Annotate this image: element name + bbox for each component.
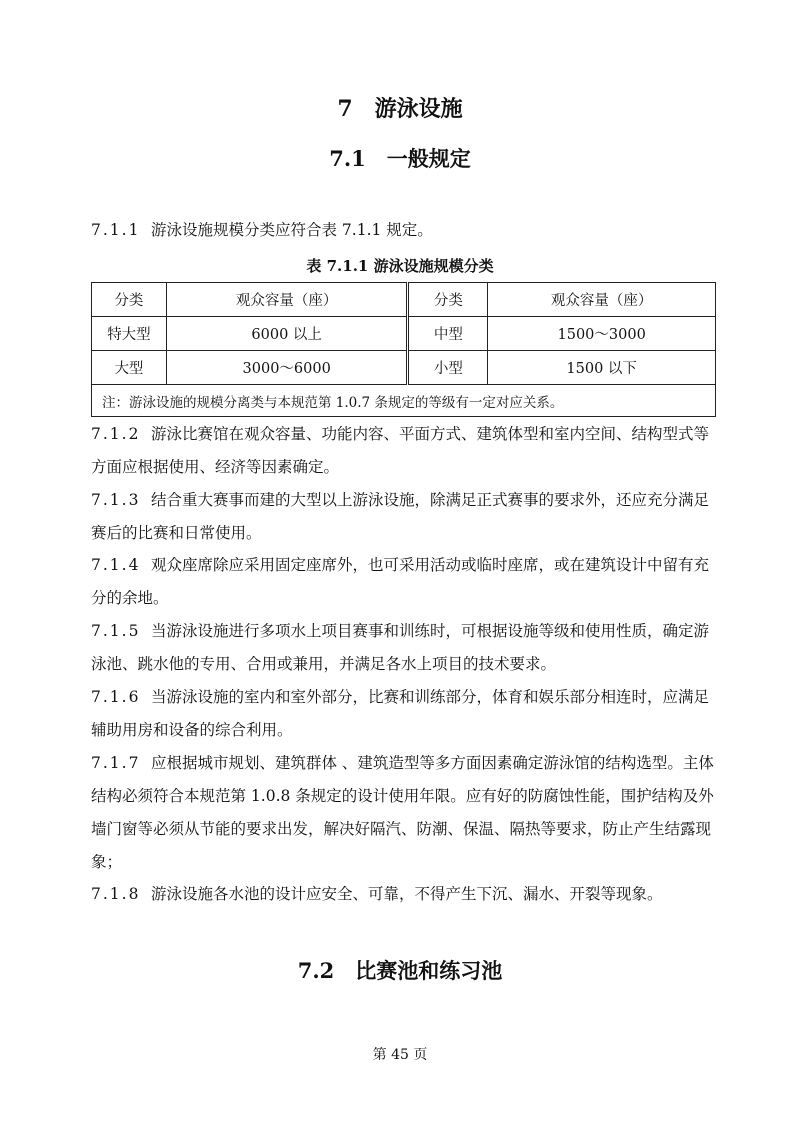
clause-text: 游泳设施规模分类应符合表 7.1.1 规定。 [151, 221, 433, 239]
clause-text: 当游泳设施的室内和室外部分，比赛和训练部分，体育和娱乐部分相连时，应满足辅助用房和设备的综合利用。 [91, 688, 710, 739]
table-cell: 3000～6000 [166, 351, 408, 385]
clause-number: 7.1.8 [91, 885, 141, 903]
table-cell: 6000 以上 [166, 317, 408, 351]
clause-7-1-6 [91, 681, 721, 747]
clause-number: 7.1.4 [91, 556, 141, 574]
clause-number: 7.1.1 [91, 221, 141, 239]
table-cell: 特大型 [92, 317, 167, 351]
table-caption: 表 7.1.1 游泳设施规模分类 [306, 257, 494, 275]
clause-7-1-1 [91, 214, 721, 247]
clause-number: 7.1.2 [91, 425, 141, 443]
clause-text: 游泳比赛馆在观众容量、功能内容、平面方式、建筑体型和室内空间、结构型式等方面应根据使用、经济等因素确定。 [91, 425, 710, 476]
clause-7-1-7 [91, 747, 721, 879]
header-cell: 观众容量（座） [166, 283, 408, 317]
table-row [92, 351, 716, 385]
clause-text: 当游泳设施进行多项水上项目赛事和训练时，可根据设施等级和使用性质，确定游泳池、跳水他的专用、合用或兼用，并满足各水上项目的技术要求。 [91, 622, 710, 673]
clause-7-1-3 [91, 484, 721, 550]
table-row [92, 317, 716, 351]
table-note-row [92, 385, 716, 417]
header-cell: 分类 [408, 283, 488, 317]
table-cell: 1500～3000 [488, 317, 716, 351]
section-title-7-2: 7.2 比赛池和练习池 [297, 958, 503, 983]
clause-7-1-2 [91, 418, 721, 484]
section-title-7-1: 7.1 一般规定 [329, 146, 471, 171]
table-cell: 小型 [408, 351, 488, 385]
table-cell: 1500 以下 [488, 351, 716, 385]
clause-7-1-5 [91, 615, 721, 681]
scale-classification-table [91, 282, 716, 417]
clause-7-1-4 [91, 549, 721, 615]
chapter-title: 7 游泳设施 [337, 96, 463, 122]
clause-number: 7.1.7 [91, 754, 141, 772]
clause-text: 观众座席除应采用固定座席外，也可采用活动或临时座席，或在建筑设计中留有充分的余地。 [91, 556, 710, 607]
table-header-row [92, 283, 716, 317]
table-cell: 中型 [408, 317, 488, 351]
page-number: 第 45 页 [372, 1047, 428, 1063]
clause-number: 7.1.3 [91, 491, 141, 509]
table-note: 注：游泳设施的规模分离类与本规范第 1.0.7 条规定的等级有一定对应关系。 [92, 385, 716, 417]
header-cell: 分类 [92, 283, 167, 317]
clause-7-1-8 [91, 878, 721, 911]
clause-number: 7.1.6 [91, 688, 141, 706]
header-cell: 观众容量（座） [488, 283, 716, 317]
clause-text: 应根据城市规划、建筑群体 、建筑造型等多方面因素确定游泳馆的结构选型。主体结构必须符合本规范第 1.0.8 条规定的设计使用年限。应有好的防腐蚀性能，围护结构及外墙门窗等必须从节能的要求出发，解决好隔汽、防潮、保温、隔热等要求，防止产生结露现象； [91, 754, 714, 871]
table-cell: 大型 [92, 351, 167, 385]
clause-text: 结合重大赛事而建的大型以上游泳设施，除满足正式赛事的要求外，还应充分满足赛后的比赛和日常使用。 [91, 491, 710, 542]
clause-text: 游泳设施各水池的设计应安全、可靠，不得产生下沉、漏水、开裂等现象。 [151, 885, 663, 903]
clause-number: 7.1.5 [91, 622, 141, 640]
